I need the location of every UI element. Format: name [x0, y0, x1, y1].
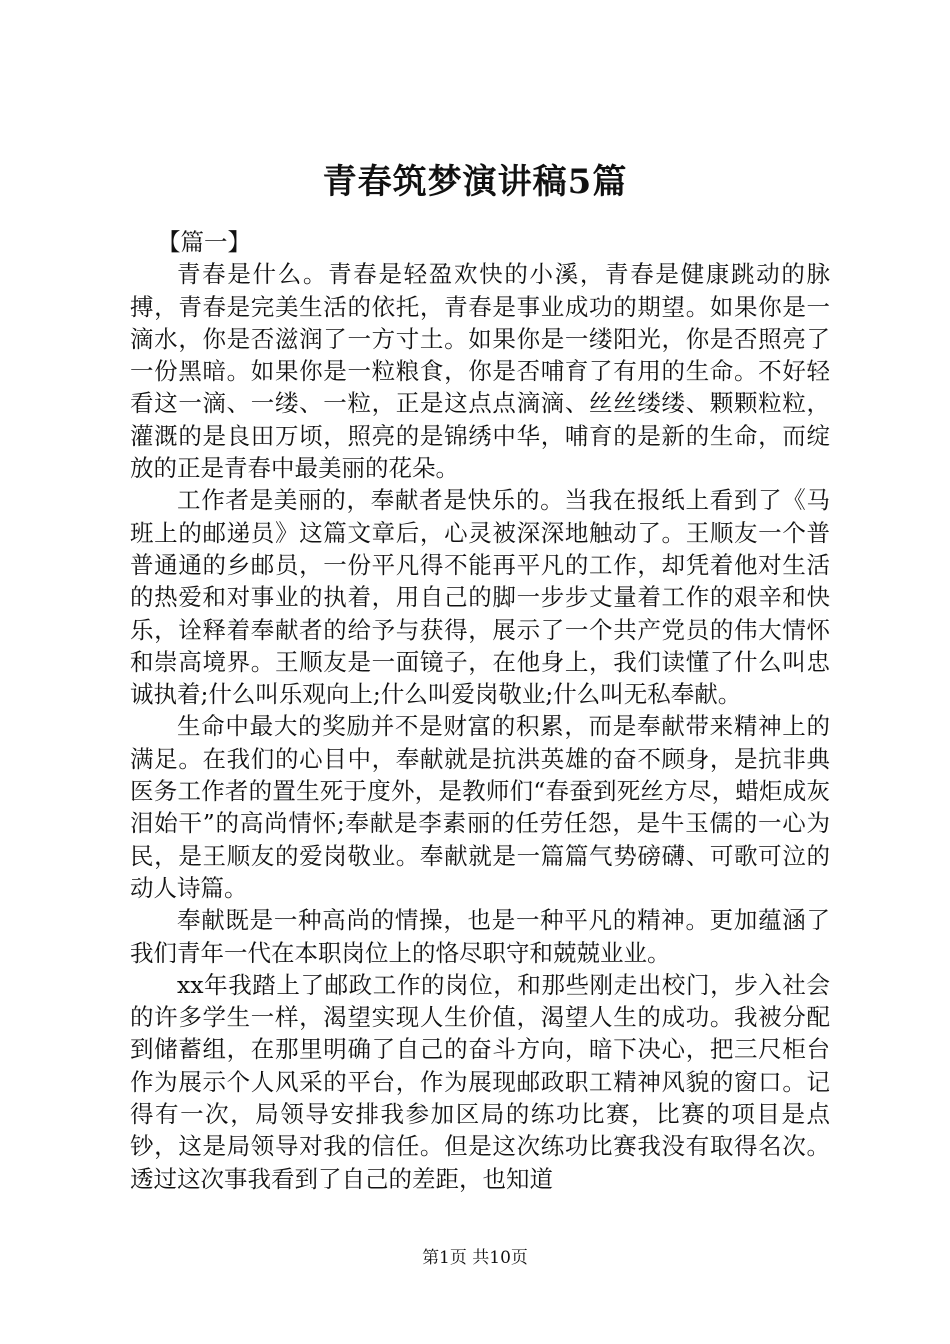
- paragraph-3: 生命中最大的奖励并不是财富的积累，而是奉献带来精神上的满足。在我们的心目中，奉献就是抗洪英雄的奋不顾身，是抗非典医务工作者的置生死于度外，是教师们“春蚕到死丝方尽，蜡炬成灰泪始干”的高尚情怀;奉献是李素丽的任劳任怨，是牛玉儒的一心为民，是王顺友的爱岗敬业。奉献就是一篇篇气势磅礴、可歌可泣的动人诗篇。: [130, 712, 830, 902]
- paragraph-5: xx年我踏上了邮政工作的岗位，和那些刚走出校门，步入社会的许多学生一样，渴望实现人生价值，渴望人生的成功。我被分配到储蓄组，在那里明确了自己的奋斗方向，暗下决心，把三尺柜台作为展示个人风采的平台，作为展现邮政职工精神风貌的窗口。记得有一次，局领导安排我参加区局的练功比赛，比赛的项目是点钞，这是局领导对我的信任。但是这次练功比赛我没有取得名次。透过这次事我看到了自己的差距，也知道: [130, 970, 830, 1193]
- document-body: [130, 226, 830, 1195]
- paragraph-2: 工作者是美丽的，奉献者是快乐的。当我在报纸上看到了《马班上的邮递员》这篇文章后，心灵被深深地触动了。王顺友一个普普通通的乡邮员，一份平凡得不能再平凡的工作，却凭着他对生活的热爱和对事业的执着，用自己的脚一步步丈量着工作的艰辛和快乐，诠释着奉献者的给予与获得，展示了一个共产党员的伟大情怀和崇高境界。王顺友是一面镜子，在他身上，我们读懂了什么叫忠诚执着;什么叫乐观向上;什么叫爱岗敬业;什么叫无私奉献。: [130, 486, 830, 709]
- page-footer: 第1页 共10页: [422, 1248, 528, 1268]
- document-title: 青春筑梦演讲稿5篇: [322, 162, 628, 202]
- paragraph-1: 青春是什么。青春是轻盈欢快的小溪，青春是健康跳动的脉搏，青春是完美生活的依托，青春是事业成功的期望。如果你是一滴水，你是否滋润了一方寸土。如果你是一缕阳光，你是否照亮了一份黑暗。如果你是一粒粮食，你是否哺育了有用的生命。不好轻看这一滴、一缕、一粒，正是这点点滴滴、丝丝缕缕、颗颗粒粒，灌溉的是良田万顷，照亮的是锦绣中华，哺育的是新的生命，而绽放的正是青春中最美丽的花朵。: [130, 260, 830, 483]
- section-label: 【篇一】: [157, 228, 251, 256]
- paragraph-4: 奉献既是一种高尚的情操，也是一种平凡的精神。更加蕴涵了我们青年一代在本职岗位上的恪尽职守和兢兢业业。: [130, 906, 830, 967]
